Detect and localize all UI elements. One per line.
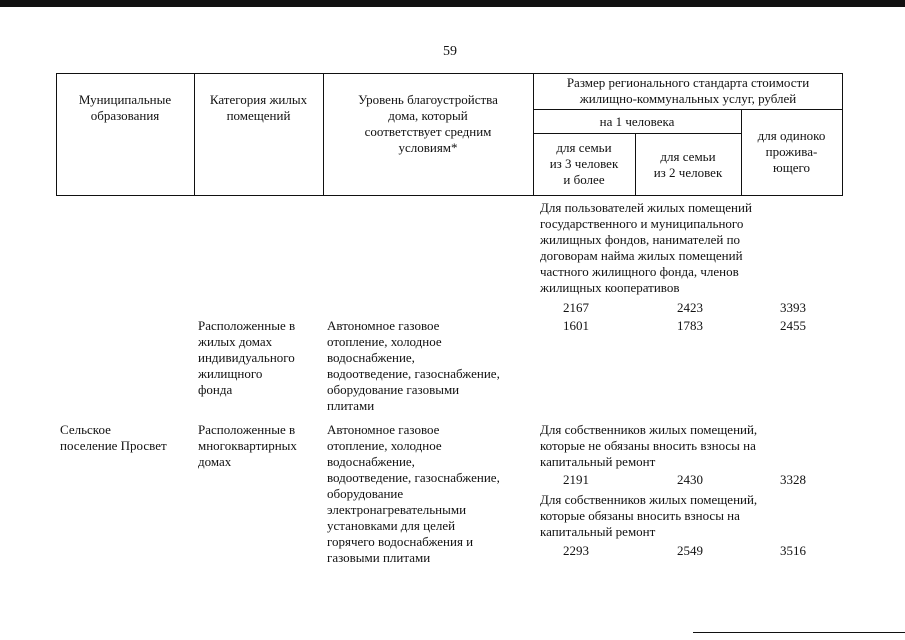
value-cell: 2549: [677, 543, 703, 558]
value-cell: 1783: [677, 318, 703, 333]
value-cell: 3393: [780, 300, 806, 315]
top-border-bar: [0, 0, 905, 7]
header-top-border: [56, 73, 843, 74]
value-cell: 1601: [563, 318, 589, 333]
page-number: 59: [443, 44, 457, 59]
users-group-note: Для пользователей жилых помещений государственного и муниципального жилищных фондов, нанимателей по договорам найма жилых помещений частного жилищного фонда, членов жилищных кооперативов: [540, 200, 752, 295]
header-bottom-border: [56, 195, 843, 196]
value-cell: 2430: [677, 472, 703, 487]
row2-housing-category: Расположенные в жилых домах индивидуального жилищного фонда: [198, 318, 296, 397]
header-family-3plus: для семьи из 3 человек и более: [549, 140, 619, 187]
header-standard-size: Размер регионального стандарта стоимости жилищно-коммунальных услуг, рублей: [566, 75, 810, 106]
header-subdivider-1: [533, 109, 843, 110]
header-single: для одиноко прожива- ющего: [757, 128, 826, 175]
header-subdivider-2: [533, 133, 741, 134]
owners-fee-note: Для собственников жилых помещений, которые обязаны вносить взносы на капитальный ремонт: [540, 492, 758, 539]
value-cell: 2191: [563, 472, 589, 487]
row2-amenities: Автономное газовое отопление, холодное водоснабжение, водоотведение, газоснабжение, оборудование газовыми плитами: [327, 318, 500, 413]
header-housing-category: Категория жилых помещений: [209, 92, 308, 123]
row3-municipality: Сельское поселение Просвет: [60, 422, 167, 453]
row3-housing-category: Расположенные в многоквартирных домах: [198, 422, 297, 469]
bottom-rule: [693, 632, 905, 633]
owners-no-fee-note: Для собственников жилых помещений, которые не обязаны вносить взносы на капитальный ремонт: [540, 422, 758, 469]
header-amenities-level: Уровень благоустройства дома, который соответствует средним условиям*: [358, 92, 498, 155]
value-cell: 2423: [677, 300, 703, 315]
value-cell: 2293: [563, 543, 589, 558]
header-municipality: Муниципальные образования: [78, 92, 172, 123]
table-header: [56, 73, 843, 196]
row3-amenities: Автономное газовое отопление, холодное водоснабжение, водоотведение, газоснабжение, оборудование электронагревательными установками для целей горячего водоснабжения и газовыми плитами: [327, 422, 500, 565]
value-cell: 3328: [780, 472, 806, 487]
header-family-2: для семьи из 2 человек: [653, 149, 723, 180]
value-cell: 2455: [780, 318, 806, 333]
value-cell: 2167: [563, 300, 589, 315]
value-cell: 3516: [780, 543, 806, 558]
header-per-person: на 1 человека: [599, 114, 675, 129]
